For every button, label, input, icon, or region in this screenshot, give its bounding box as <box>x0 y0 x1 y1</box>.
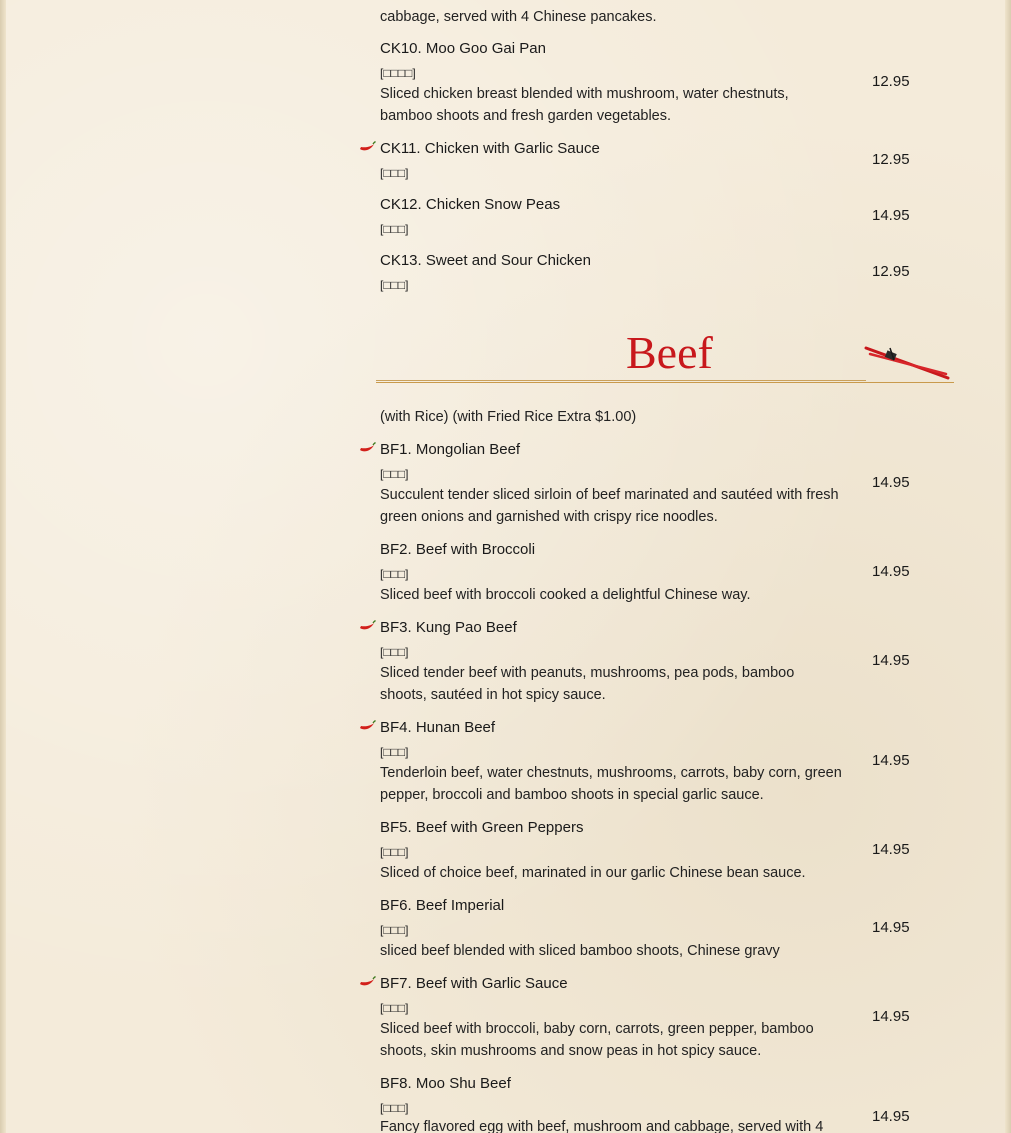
menu-item-chinese-name: [□□□] <box>380 923 409 937</box>
section-note: (with Rice) (with Fried Rice Extra $1.00) <box>380 409 637 425</box>
menu-page-background <box>6 0 1005 1133</box>
menu-item-name: BF8. Moo Shu Beef <box>380 1075 511 1092</box>
menu-item-chinese-name: [□□□□] <box>380 66 416 80</box>
chili-pepper-icon <box>358 141 376 153</box>
menu-item-name: BF3. Kung Pao Beef <box>380 619 517 636</box>
menu-item-price: 14.95 <box>872 1008 910 1025</box>
menu-item-price: 14.95 <box>872 563 910 580</box>
menu-item-price: 12.95 <box>872 263 910 280</box>
menu-item-price: 14.95 <box>872 1108 910 1125</box>
chili-pepper-icon <box>358 720 376 732</box>
menu-item-price: 14.95 <box>872 207 910 224</box>
menu-item-name: CK12. Chicken Snow Peas <box>380 196 561 213</box>
menu-item-chinese-name: [□□□] <box>380 1001 409 1015</box>
menu-item-chinese-name: [□□□] <box>380 166 409 180</box>
menu-item-description: Sliced tender beef with peanuts, mushrooms, pea pods, bamboo shoots, sautéed in hot spicy sauce. <box>380 665 795 703</box>
page-edge-right <box>1005 0 1011 1133</box>
menu-item-chinese-name: [□□□] <box>380 845 409 859</box>
menu-item-price: 14.95 <box>872 752 910 769</box>
menu-item-chinese-name: [□□□] <box>380 645 409 659</box>
menu-item-description: Sliced of choice beef, marinated in our garlic Chinese bean sauce. <box>380 865 806 881</box>
menu-item-chinese-name: [□□□] <box>380 222 409 236</box>
menu-item-name: BF1. Mongolian Beef <box>380 441 521 458</box>
menu-item-description: Sliced beef with broccoli, baby corn, carrots, green pepper, bamboo shoots, skin mushrooms and snow peas in hot spicy sauce. <box>380 1021 814 1059</box>
chili-pepper-icon <box>358 976 376 988</box>
chili-pepper-icon <box>358 442 376 454</box>
menu-item-chinese-name: [□□□] <box>380 278 409 292</box>
menu-item-name: CK10. Moo Goo Gai Pan <box>380 40 546 57</box>
menu-item-price: 12.95 <box>872 73 910 90</box>
menu-item-price: 12.95 <box>872 151 910 168</box>
menu-item-description: sliced beef blended with sliced bamboo shoots, Chinese gravy <box>380 943 780 959</box>
menu-item-description: Tenderloin beef, water chestnuts, mushrooms, carrots, baby corn, green pepper, broccoli and bamboo shoots in special garlic sauce. <box>380 765 842 803</box>
menu-item-name: BF4. Hunan Beef <box>380 719 496 736</box>
menu-item-chinese-name: [□□□] <box>380 1101 409 1115</box>
menu-item-price: 14.95 <box>872 841 910 858</box>
menu-item-chinese-name: [□□□] <box>380 745 409 759</box>
menu-item-name: BF5. Beef with Green Peppers <box>380 819 584 836</box>
menu-item-name: CK13. Sweet and Sour Chicken <box>380 252 591 269</box>
menu-item-name: BF7. Beef with Garlic Sauce <box>380 975 568 992</box>
chili-pepper-icon <box>358 620 376 632</box>
menu-item-name: BF6. Beef Imperial <box>380 897 505 914</box>
menu-item-description: Fancy flavored egg with beef, mushroom and cabbage, served with 4 <box>380 1119 824 1133</box>
menu-item-chinese-name: [□□□] <box>380 467 409 481</box>
menu-item-description: Succulent tender sliced sirloin of beef marinated and sautéed with fresh green onions and garnished with crispy rice noodles. <box>380 487 839 525</box>
menu-item-chinese-name: [□□□] <box>380 567 409 581</box>
section-title: Beef <box>626 327 713 378</box>
menu-item-name: BF2. Beef with Broccoli <box>380 541 536 558</box>
menu-item-description: Sliced beef with broccoli cooked a delightful Chinese way. <box>380 587 751 603</box>
chopsticks-icon <box>864 342 950 382</box>
menu-item-price: 14.95 <box>872 652 910 669</box>
menu-item-description-fragment: cabbage, served with 4 Chinese pancakes. <box>380 9 657 25</box>
menu-item-description: Sliced chicken breast blended with mushroom, water chestnuts, bamboo shoots and fresh garden vegetables. <box>380 86 789 124</box>
menu-item-name: CK11. Chicken with Garlic Sauce <box>380 140 600 157</box>
menu-item-price: 14.95 <box>872 474 910 491</box>
menu-item-price: 14.95 <box>872 919 910 936</box>
